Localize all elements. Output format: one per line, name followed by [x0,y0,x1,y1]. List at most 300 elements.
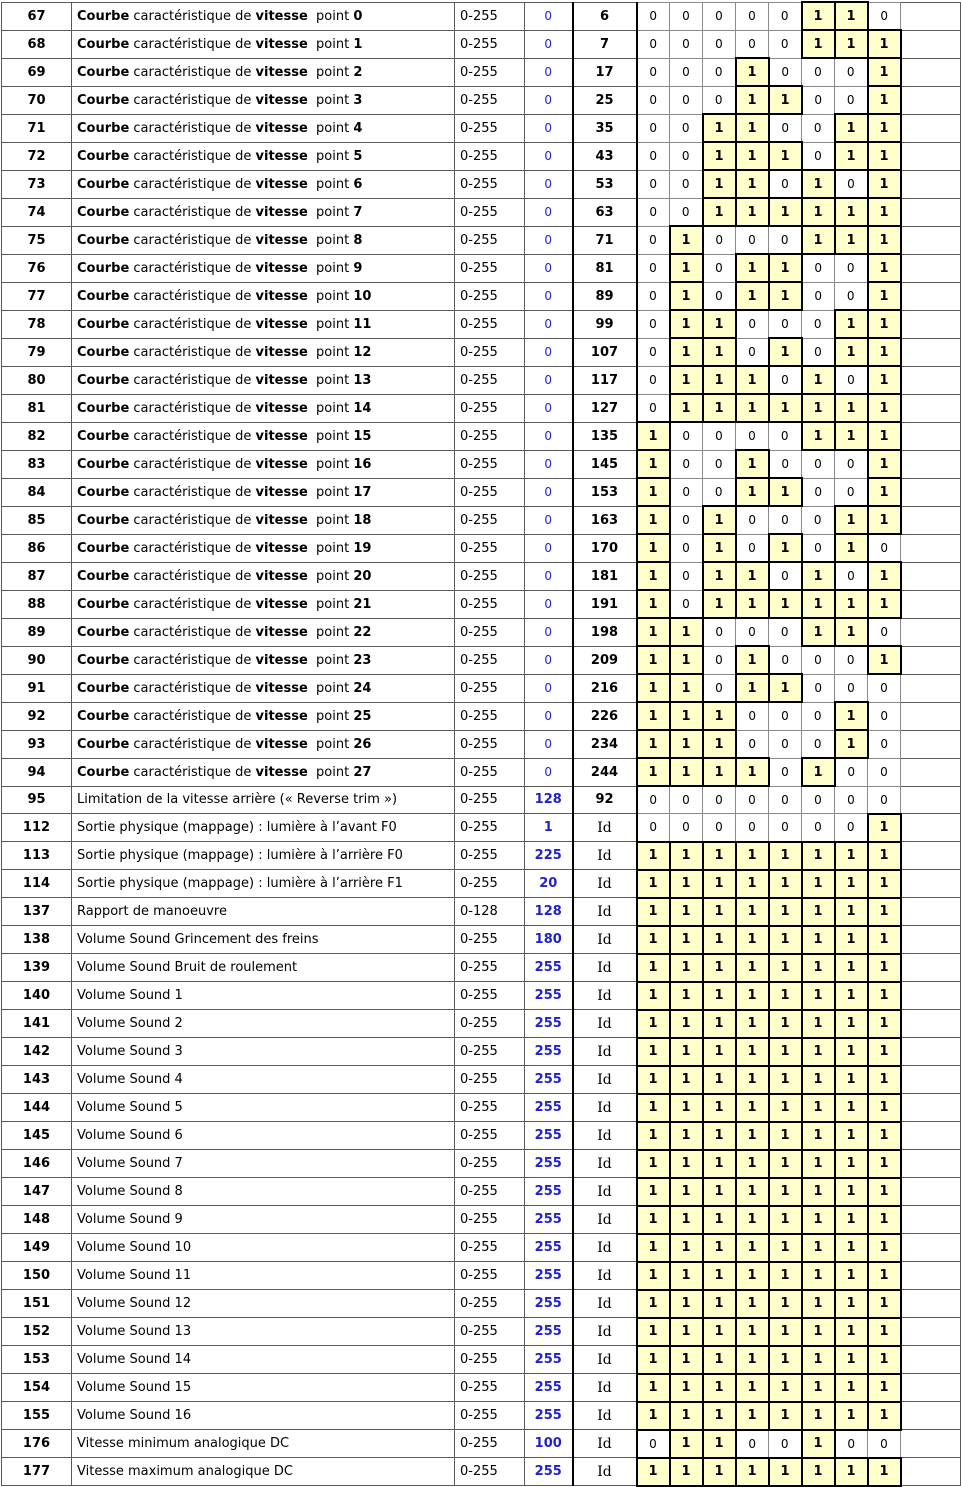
bit-cell: 0 [802,646,835,674]
bit-cell: 1 [835,30,868,58]
bit-cell: 1 [769,198,802,226]
bit-cell: 1 [835,338,868,366]
bit-cell: 1 [868,1458,901,1486]
bit-cell: 0 [802,786,835,814]
bit-cell: 0 [637,170,670,198]
bit-cell: 1 [835,310,868,338]
bit-cell: 1 [769,1318,802,1346]
bit-cell: 1 [802,170,835,198]
default-value-cell: 0 [525,422,573,450]
bit-cell: 0 [670,58,703,86]
bit-cell: 1 [736,1402,769,1430]
bit-cell: 1 [868,1010,901,1038]
bit-cell: 0 [802,506,835,534]
default-value-cell: 255 [525,1318,573,1346]
cv-row [2,1234,961,1262]
description-text: caractéristique de [129,596,256,612]
bit-cell: 1 [670,954,703,982]
cv-number-cell: 88 [2,590,72,618]
cv-number-cell: 71 [2,114,72,142]
bit-cell: 0 [868,618,901,646]
description-text: Courbe [77,540,130,556]
bit-cell: 1 [736,394,769,422]
bit-cell: 1 [868,1374,901,1402]
description-text: caractéristique de [129,764,256,780]
description-cell [72,730,455,758]
bit-cell: 1 [835,198,868,226]
bit-cell: 1 [802,870,835,898]
description-cell: Volume Sound 12 [72,1290,455,1318]
cv-number-cell: 148 [2,1206,72,1234]
bit-cell: 0 [703,618,736,646]
bit-cell: 1 [835,870,868,898]
default-value-cell: 180 [525,926,573,954]
cv-number-cell: 143 [2,1066,72,1094]
bit-cell: 1 [703,534,736,562]
bit-cell: 1 [637,954,670,982]
current-value-cell: Id [573,1374,637,1402]
description-text: vitesse [255,456,308,472]
description-text: 20 [353,568,372,584]
range-cell: 0-255 [455,254,525,282]
bit-cell: 1 [637,1066,670,1094]
description-text: caractéristique de [129,624,256,640]
cv-number-cell: 94 [2,758,72,786]
bit-cell: 1 [736,1374,769,1402]
description-text: Courbe [77,736,130,752]
bit-cell: 0 [703,30,736,58]
description-text: vitesse [255,596,308,612]
bit-cell: 1 [670,1178,703,1206]
bit-cell: 0 [670,142,703,170]
bit-cell: 1 [868,814,901,842]
range-cell: 0-255 [455,1178,525,1206]
description-text: 27 [353,764,372,780]
current-value-cell: Id [573,1318,637,1346]
bit-cell: 1 [802,758,835,786]
bit-cell: 1 [835,2,868,30]
bit-cell: 0 [670,30,703,58]
bit-cell: 1 [769,534,802,562]
range-cell: 0-255 [455,1150,525,1178]
bit-cell: 1 [769,842,802,870]
description-cell [72,422,455,450]
cv-row [2,366,961,394]
bit-cell: 0 [868,786,901,814]
range-cell: 0-255 [455,982,525,1010]
description-text: vitesse [255,680,308,696]
description-text: vitesse [255,92,308,108]
bit-cell: 1 [835,1038,868,1066]
default-value-cell: 255 [525,1178,573,1206]
cv-row [2,926,961,954]
description-cell [72,702,455,730]
cv-number-cell: 80 [2,366,72,394]
bit-cell: 1 [736,898,769,926]
description-text: point [307,232,354,248]
bit-cell: 1 [868,1234,901,1262]
bit-cell: 0 [769,702,802,730]
bit-cell: 1 [835,898,868,926]
bit-cell: 1 [802,1318,835,1346]
cv-row [2,730,961,758]
bit-cell: 1 [769,142,802,170]
description-text: vitesse [255,400,308,416]
bit-cell: 1 [802,30,835,58]
description-cell [72,394,455,422]
bit-cell: 1 [868,954,901,982]
bit-cell: 1 [670,1234,703,1262]
spacer-cell [901,1178,961,1206]
bit-cell: 1 [703,590,736,618]
cv-row [2,842,961,870]
spacer-cell [901,30,961,58]
bit-cell: 0 [736,786,769,814]
bit-cell: 1 [868,170,901,198]
cv-number-cell: 82 [2,422,72,450]
range-cell: 0-255 [455,786,525,814]
bit-cell: 1 [670,898,703,926]
bit-cell: 0 [670,422,703,450]
bit-cell: 1 [670,394,703,422]
bit-cell: 0 [736,618,769,646]
description-cell [72,282,455,310]
bit-cell: 1 [802,1402,835,1430]
bit-cell: 1 [637,982,670,1010]
description-cell: Volume Sound 1 [72,982,455,1010]
bit-cell: 1 [868,870,901,898]
bit-cell: 1 [835,926,868,954]
description-text: caractéristique de [129,232,256,248]
range-cell: 0-255 [455,86,525,114]
bit-cell: 1 [670,1066,703,1094]
current-value-cell: Id [573,1346,637,1374]
bit-cell: 1 [835,142,868,170]
bit-cell: 1 [835,1122,868,1150]
bit-cell: 0 [736,338,769,366]
bit-cell: 1 [769,674,802,702]
bit-cell: 1 [736,1178,769,1206]
bit-cell: 1 [769,1290,802,1318]
bit-cell: 0 [802,254,835,282]
bit-cell: 0 [703,646,736,674]
description-text: Courbe [77,596,130,612]
default-value-cell: 0 [525,142,573,170]
cv-number-cell: 95 [2,786,72,814]
spacer-cell [901,1122,961,1150]
bit-cell: 1 [736,1318,769,1346]
bit-cell: 1 [736,982,769,1010]
description-text: caractéristique de [129,400,256,416]
bit-cell: 0 [637,2,670,30]
description-text: point [307,176,354,192]
description-text: point [307,204,354,220]
range-cell: 0-255 [455,338,525,366]
bit-cell: 1 [637,1038,670,1066]
spacer-cell [901,142,961,170]
bit-cell: 1 [736,562,769,590]
current-value-cell: Id [573,870,637,898]
cv-number-cell: 112 [2,814,72,842]
bit-cell: 1 [703,758,736,786]
bit-cell: 0 [802,142,835,170]
bit-cell: 1 [637,534,670,562]
bit-cell: 1 [736,170,769,198]
bit-cell: 1 [670,842,703,870]
bit-cell: 0 [670,2,703,30]
default-value-cell: 255 [525,1290,573,1318]
bit-cell: 1 [868,842,901,870]
bit-cell: 1 [736,478,769,506]
bit-cell: 1 [637,646,670,674]
description-text: vitesse [255,652,308,668]
range-cell: 0-255 [455,1346,525,1374]
bit-cell: 1 [736,842,769,870]
description-text: Courbe [77,148,130,164]
bit-cell: 1 [868,198,901,226]
current-value-cell: Id [573,926,637,954]
cv-row [2,954,961,982]
description-text: caractéristique de [129,92,256,108]
bit-cell: 1 [769,1094,802,1122]
cv-row [2,674,961,702]
description-text: point [307,8,354,24]
default-value-cell: 0 [525,114,573,142]
bit-cell: 1 [670,254,703,282]
range-cell: 0-255 [455,562,525,590]
bit-cell: 0 [736,310,769,338]
bit-cell: 1 [802,1206,835,1234]
description-cell: Volume Sound 11 [72,1262,455,1290]
spacer-cell [901,310,961,338]
bit-cell: 1 [868,1122,901,1150]
bit-cell: 1 [802,198,835,226]
bit-cell: 0 [637,86,670,114]
description-text: 6 [353,176,363,192]
current-value-cell: 107 [573,338,637,366]
bit-cell: 1 [736,646,769,674]
spacer-cell [901,366,961,394]
current-value-cell: 216 [573,674,637,702]
cv-row [2,338,961,366]
description-cell [72,254,455,282]
bit-cell: 0 [868,758,901,786]
default-value-cell: 1 [525,814,573,842]
spacer-cell [901,674,961,702]
description-text: point [307,736,354,752]
current-value-cell: 25 [573,86,637,114]
cv-row [2,1122,961,1150]
bit-cell: 1 [868,1066,901,1094]
bit-cell: 0 [802,338,835,366]
spacer-cell [901,1262,961,1290]
bit-cell: 1 [835,1262,868,1290]
bit-cell: 1 [703,114,736,142]
bit-cell: 0 [769,422,802,450]
bit-cell: 1 [868,982,901,1010]
description-text: point [307,316,354,332]
range-cell: 0-255 [455,478,525,506]
cv-row [2,506,961,534]
current-value-cell: Id [573,1010,637,1038]
description-text: Courbe [77,288,130,304]
bit-cell: 0 [835,58,868,86]
range-cell: 0-255 [455,702,525,730]
bit-cell: 0 [835,786,868,814]
description-text: 9 [353,260,363,276]
bit-cell: 1 [670,366,703,394]
bit-cell: 0 [835,366,868,394]
current-value-cell: Id [573,1290,637,1318]
bit-cell: 0 [835,814,868,842]
description-text: caractéristique de [129,148,256,164]
bit-cell: 0 [637,30,670,58]
bit-cell: 0 [868,702,901,730]
default-value-cell: 0 [525,730,573,758]
bit-cell: 1 [637,618,670,646]
bit-cell: 0 [802,114,835,142]
bit-cell: 1 [868,1038,901,1066]
bit-cell: 0 [835,282,868,310]
spacer-cell [901,58,961,86]
cv-row [2,1430,961,1458]
default-value-cell: 0 [525,506,573,534]
bit-cell: 1 [802,1010,835,1038]
range-cell: 0-255 [455,590,525,618]
bit-cell: 0 [670,114,703,142]
bit-cell: 0 [703,422,736,450]
bit-cell: 1 [769,1402,802,1430]
cv-row [2,310,961,338]
bit-cell: 0 [670,562,703,590]
cv-number-cell: 113 [2,842,72,870]
spacer-cell [901,282,961,310]
bit-cell: 1 [769,1346,802,1374]
range-cell: 0-255 [455,1122,525,1150]
cv-number-cell: 141 [2,1010,72,1038]
description-text: 2 [353,64,363,80]
description-text: caractéristique de [129,568,256,584]
bit-cell: 1 [868,226,901,254]
bit-cell: 1 [868,58,901,86]
description-text: point [307,624,354,640]
bit-cell: 1 [670,1150,703,1178]
bit-cell: 1 [703,1010,736,1038]
cv-number-cell: 138 [2,926,72,954]
cv-number-cell: 91 [2,674,72,702]
bit-cell: 0 [769,730,802,758]
description-text: point [307,428,354,444]
spacer-cell [901,1206,961,1234]
bit-cell: 1 [835,1094,868,1122]
bit-cell: 0 [802,730,835,758]
bit-cell: 1 [637,1150,670,1178]
bit-cell: 1 [703,366,736,394]
description-text: Courbe [77,512,130,528]
bit-cell: 1 [670,1430,703,1458]
cv-row [2,1290,961,1318]
description-text: point [307,400,354,416]
cv-number-cell: 176 [2,1430,72,1458]
bit-cell: 1 [703,1178,736,1206]
spacer-cell [901,702,961,730]
bit-cell: 1 [802,394,835,422]
description-text: 13 [353,372,372,388]
bit-cell: 1 [670,1318,703,1346]
bit-cell: 0 [868,534,901,562]
bit-cell: 1 [769,1178,802,1206]
bit-cell: 1 [769,86,802,114]
bit-cell: 1 [736,758,769,786]
range-cell: 0-255 [455,1290,525,1318]
bit-cell: 1 [637,1178,670,1206]
spacer-cell [901,646,961,674]
bit-cell: 1 [769,1066,802,1094]
description-cell [72,758,455,786]
bit-cell: 1 [670,730,703,758]
default-value-cell: 255 [525,1010,573,1038]
current-value-cell: 135 [573,422,637,450]
description-cell [72,226,455,254]
description-text: point [307,288,354,304]
bit-cell: 1 [703,338,736,366]
bit-cell: 0 [769,618,802,646]
bit-cell: 1 [637,450,670,478]
bit-cell: 1 [868,86,901,114]
range-cell: 0-255 [455,618,525,646]
description-cell: Vitesse maximum analogique DC [72,1458,455,1486]
bit-cell: 1 [736,1262,769,1290]
bit-cell: 0 [802,702,835,730]
description-text: 24 [353,680,372,696]
bit-cell: 0 [835,170,868,198]
bit-cell: 1 [670,702,703,730]
bit-cell: 1 [736,282,769,310]
current-value-cell: 209 [573,646,637,674]
spacer-cell [901,1150,961,1178]
bit-cell: 0 [703,814,736,842]
cv-number-cell: 68 [2,30,72,58]
bit-cell: 1 [703,1430,736,1458]
current-value-cell: Id [573,1178,637,1206]
current-value-cell: 17 [573,58,637,86]
bit-cell: 1 [868,898,901,926]
description-text: vitesse [255,64,308,80]
cv-number-cell: 86 [2,534,72,562]
description-text: point [307,484,354,500]
current-value-cell: Id [573,1458,637,1486]
current-value-cell: 92 [573,786,637,814]
current-value-cell: 35 [573,114,637,142]
bit-cell: 1 [637,1234,670,1262]
description-text: 15 [353,428,372,444]
bit-cell: 1 [703,1318,736,1346]
description-text: Courbe [77,64,130,80]
description-cell: Volume Sound 7 [72,1150,455,1178]
bit-cell: 1 [868,422,901,450]
description-cell [72,114,455,142]
spacer-cell [901,814,961,842]
bit-cell: 0 [670,478,703,506]
description-text: 8 [353,232,363,248]
bit-cell: 1 [637,870,670,898]
description-cell [72,338,455,366]
description-text: caractéristique de [129,456,256,472]
bit-cell: 1 [637,842,670,870]
description-cell [72,450,455,478]
bit-cell: 1 [769,1038,802,1066]
cv-row [2,282,961,310]
